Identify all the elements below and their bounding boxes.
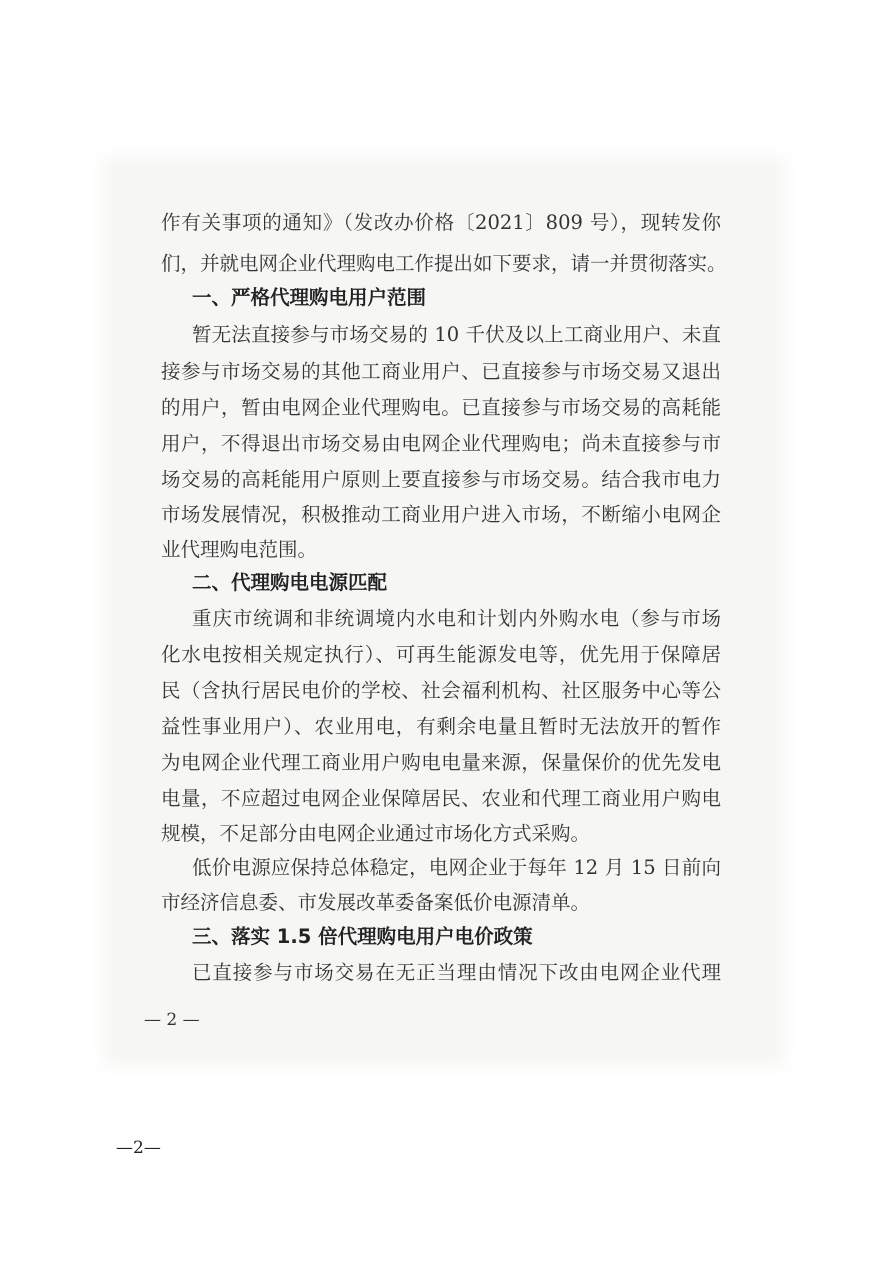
page-number-scan: — 2 —	[144, 1010, 200, 1030]
body-line: 市场发展情况，积极推动工商业用户进入市场，不断缩小电网企	[161, 503, 721, 526]
body-line: 已直接参与市场交易在无正当理由情况下改由电网企业代理	[192, 961, 721, 984]
body-line: 民（含执行居民电价的学校、社会福利机构、社区服务中心等公	[161, 679, 721, 702]
body-line: 重庆市统调和非统调境内水电和计划内外购水电（参与市场	[192, 607, 721, 630]
body-line: 接参与市场交易的其他工商业用户、已直接参与市场交易又退出	[161, 360, 721, 383]
section-heading-1: 一、严格代理购电用户范围	[192, 286, 427, 309]
body-line: 们，并就电网企业代理购电工作提出如下要求，请一并贯彻落实。	[161, 252, 727, 275]
body-line: 化水电按相关规定执行）、可再生能源发电等，优先用于保障居	[161, 643, 721, 666]
body-line: 用户，不得退出市场交易由电网企业代理购电；尚未直接参与市	[161, 432, 721, 455]
body-line: 场交易的高耗能用户原则上要直接参与市场交易。结合我市电力	[161, 468, 721, 491]
body-line: 为电网企业代理工商业用户购电电量来源，保量保价的优先发电	[161, 751, 721, 774]
body-line: 电量，不应超过电网企业保障居民、农业和代理工商业用户购电	[161, 787, 721, 810]
body-line: 作有关事项的通知》（发改办价格〔2021〕809 号），现转发你	[161, 211, 721, 234]
page-number: —2—	[116, 1138, 161, 1158]
section-heading-2: 二、代理购电电源匹配	[192, 571, 388, 594]
section-heading-3: 三、落实 1.5 倍代理购电用户电价政策	[192, 925, 533, 948]
body-line: 市经济信息委、市发展改革委备案低价电源清单。	[161, 891, 591, 914]
body-line: 暂无法直接参与市场交易的 10 千伏及以上工商业用户、未直	[192, 323, 721, 346]
body-line: 低价电源应保持总体稳定，电网企业于每年 12 月 15 日前向	[192, 856, 721, 879]
body-line: 规模，不足部分由电网企业通过市场化方式采购。	[161, 822, 591, 845]
body-line: 业代理购电范围。	[161, 538, 318, 561]
body-line: 益性事业用户）、农业用电，有剩余电量且暂时无法放开的暂作	[161, 715, 721, 738]
body-line: 的用户，暂由电网企业代理购电。已直接参与市场交易的高耗能	[161, 396, 721, 419]
